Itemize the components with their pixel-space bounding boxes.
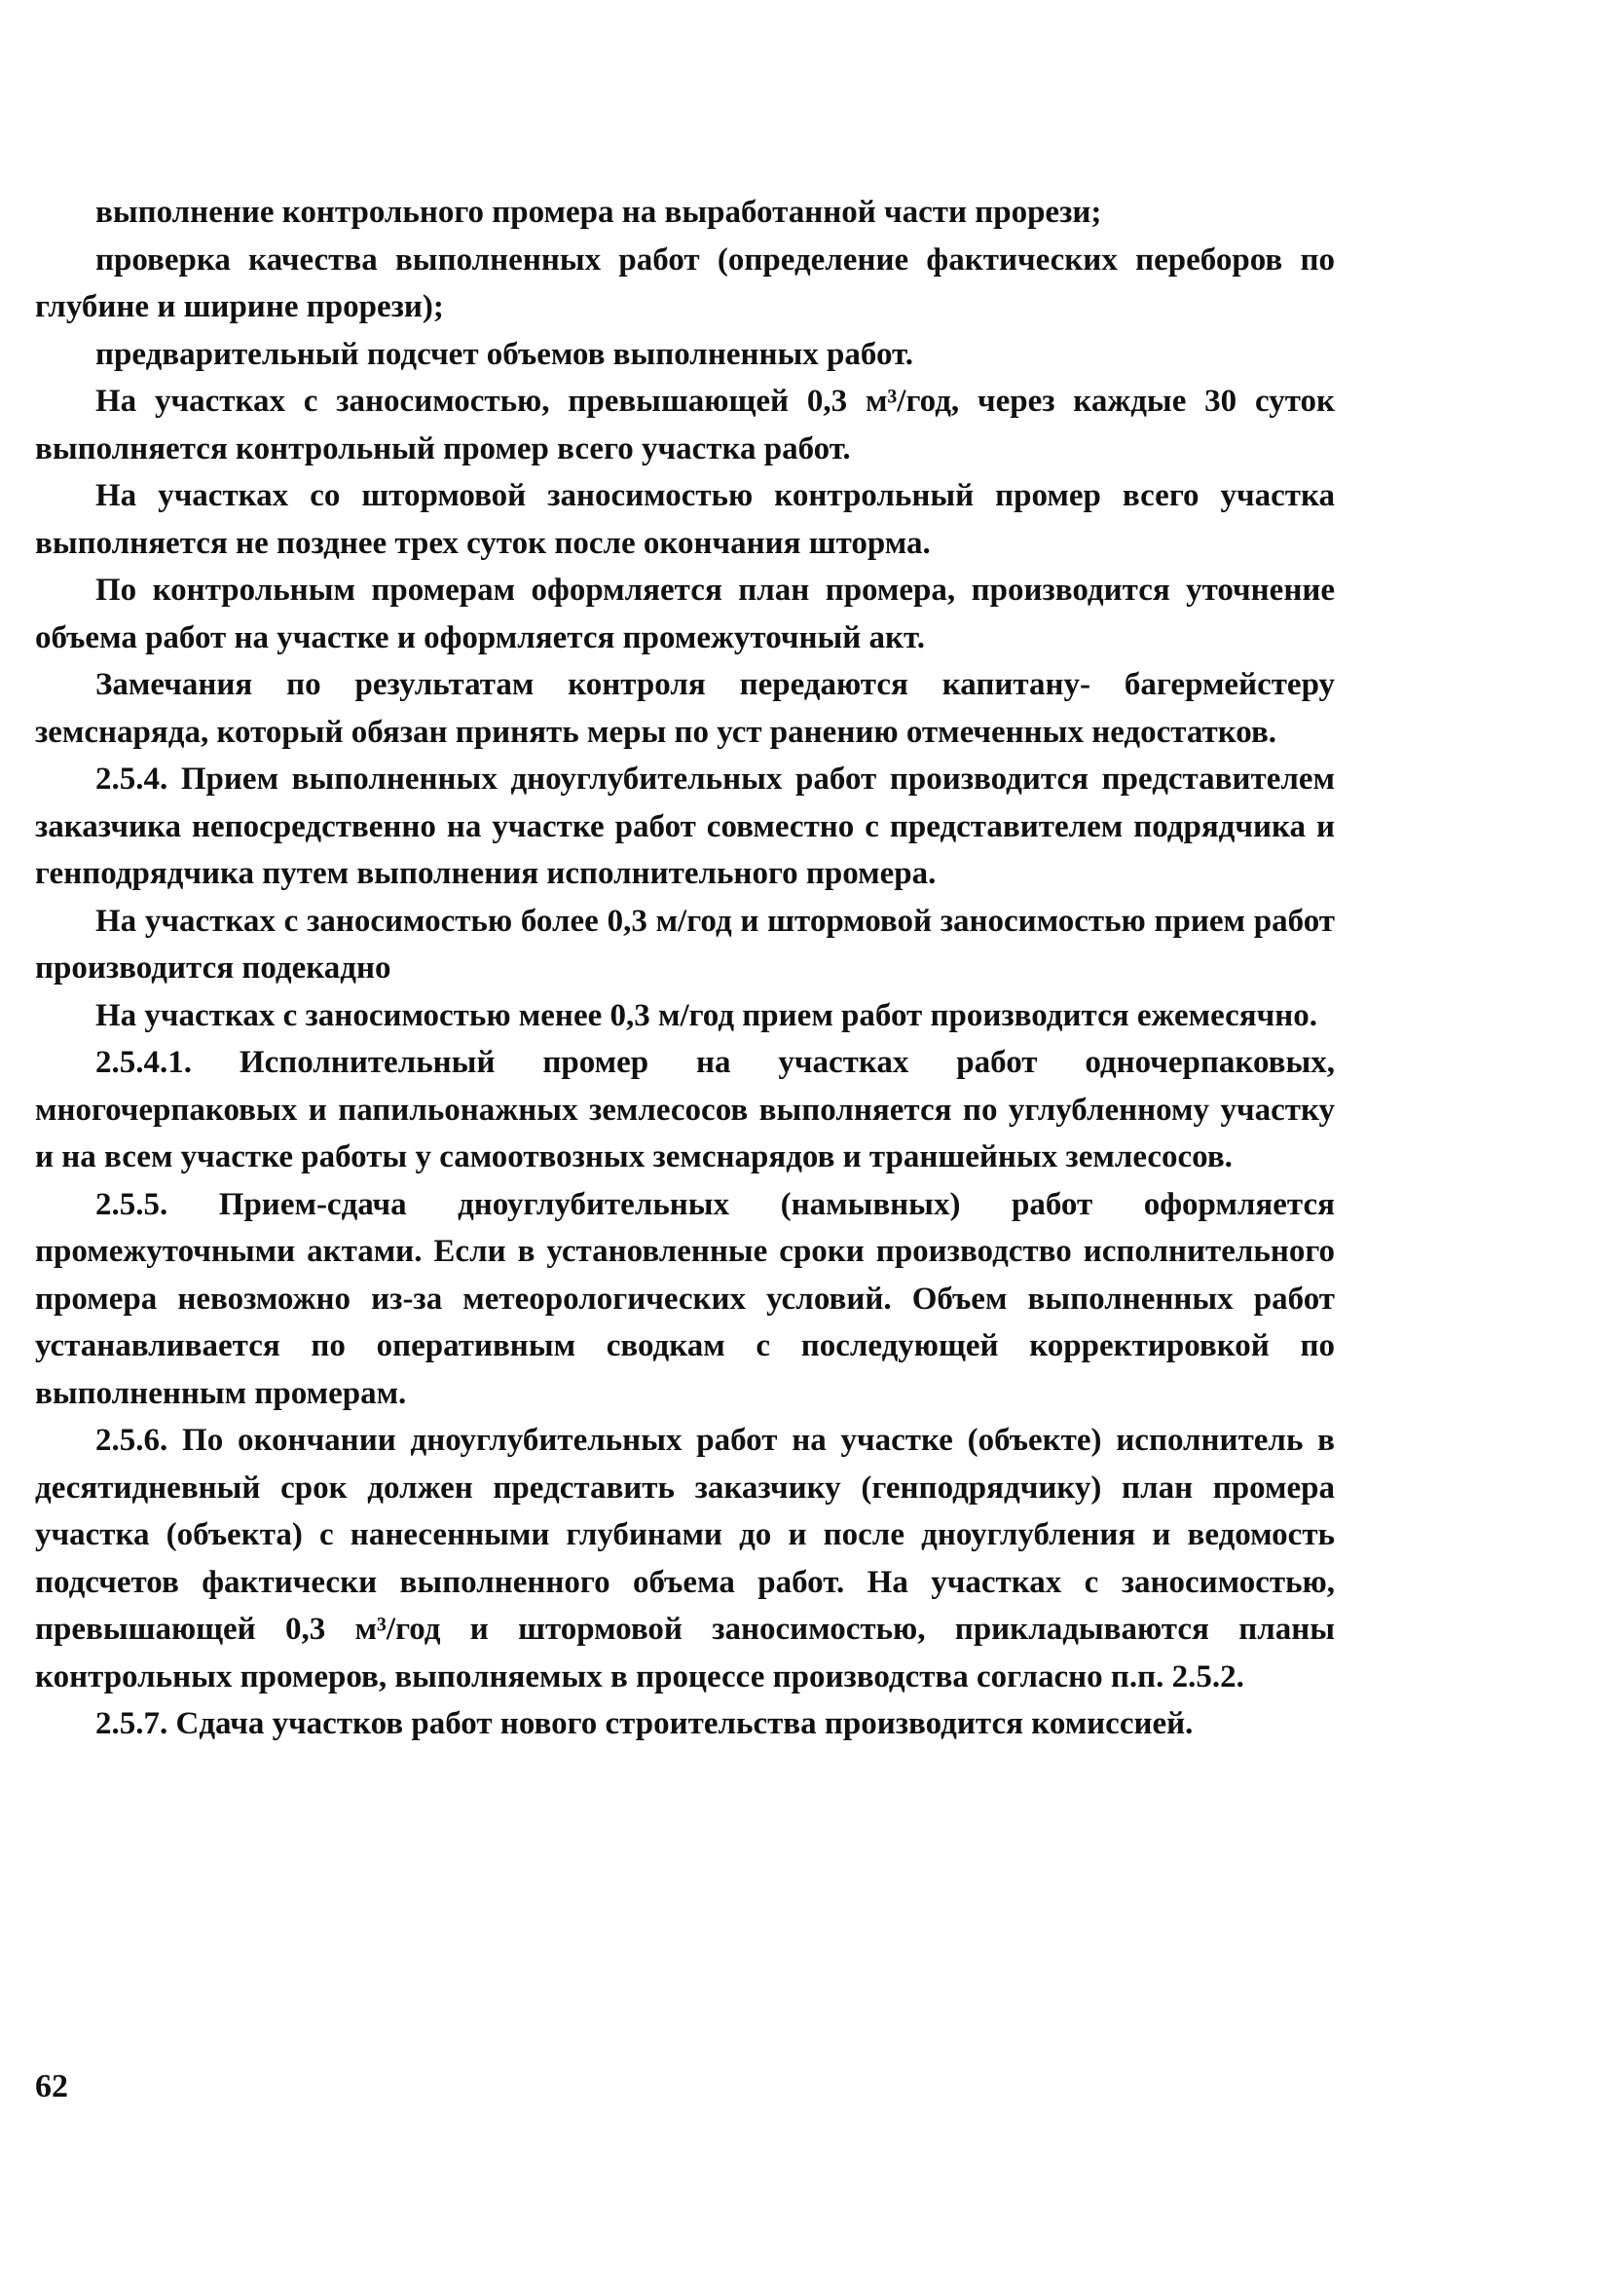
paragraph-12: 2.5.5. Прием-сдача дноуглубительных (намывных) работ оформляется промежуточными актами. Если в установленные сроки производство исполнительного промера невозможно из-за метеорологических условий. Объем выполненных работ устанавливается по оперативным сводкам с последующей корректировкой по выполненным промерам. [35,1186,1335,1411]
paragraph-2: проверка качества выполненных работ (определение фактических переборов по глубине и ширине прорези); [35,242,1335,324]
paragraph-4: На участках с заносимостью, превышающей 0,3 м³/год, через каждые 30 суток выполняется контрольный промер всего участка работ. [35,384,1335,466]
page-number: 62 [35,2068,68,2104]
paragraph-5: На участках со штормовой заносимостью контрольный промер всего участка выполняется не позднее трех суток после окончания шторма. [35,478,1335,561]
paragraph-13: 2.5.6. По окончании дноуглубительных работ на участке (объекте) исполнитель в десятидневный срок должен представить заказчику (генподрядчику) план промера участка (объекта) с нанесенными глубинами до и после дноуглубления и ведомость подсчетов фактически выполненного объема работ. На участках с заносимостью, превышающей 0,3 м³/год и штормовой заносимостью, прикладываются планы контрольных промеров, выполняемых в процессе производства согласно п.п. 2.5.2. [35,1423,1335,1694]
paragraph-11: 2.5.4.1. Исполнительный промер на участках работ одночерпаковых, многочерпаковых и папильонажных землесосов выполняется по углубленному участку и на всем участке работы у самоотвозных земснарядов и траншейных землесосов. [35,1045,1335,1174]
paragraph-3: предварительный подсчет объемов выполненных работ. [95,336,913,372]
paragraph-8: 2.5.4. Прием выполненных дноуглубительных работ производится представителем заказчика непосредственно на участке работ совместно с представителем подрядчика и генподрядчика путем выполнения исполнительного промера. [35,762,1335,891]
paragraph-6: По контрольным промерам оформляется план промера, производится уточнение объема работ на участке и оформляется промежуточный акт. [35,573,1335,655]
paragraph-14: 2.5.7. Сдача участков работ нового строительства производится комиссией. [95,1706,1194,1741]
paragraph-1: выполнение контрольного промера на выработанной части прорези; [95,195,1102,230]
paragraph-9: На участках с заносимостью более 0,3 м/год и штормовой заносимостью прием работ производится подекадно [35,903,1335,986]
paragraph-7: Замечания по результатам контроля передаются капитану- багермейстеру земснаряда, который обязан принять меры по уст ранению отмеченных недостатков. [35,667,1335,750]
body-text [35,189,1335,1748]
paragraph-10: На участках с заносимостью менее 0,3 м/год прием работ производится ежемесячно. [95,997,1318,1033]
